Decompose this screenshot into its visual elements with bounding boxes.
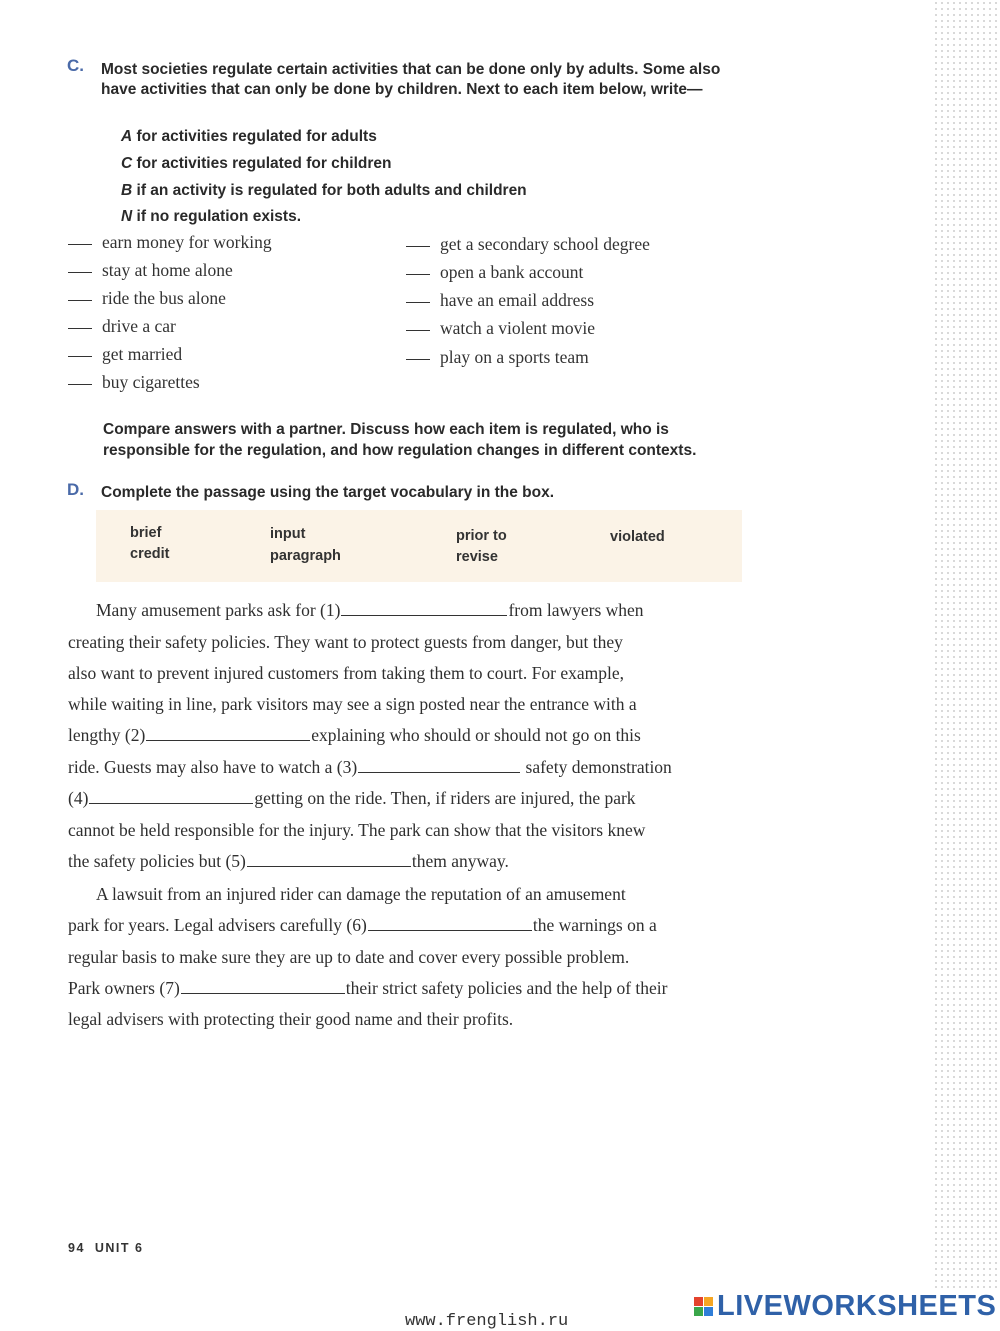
page-footer — [68, 1241, 143, 1255]
passage-line: legal advisers with protecting their good name and their profits. — [68, 1009, 514, 1029]
website-watermark: www.frenglish.ru — [405, 1312, 569, 1331]
list-item: drive a car — [68, 316, 176, 337]
answer-blank[interactable] — [68, 272, 92, 273]
passage-line: ride. Guests may also have to watch a (3) safety demonstration — [68, 757, 672, 777]
liveworksheets-logo — [694, 1290, 996, 1322]
passage-line: regular basis to make sure they are up to date and cover every possible problem. — [68, 947, 630, 967]
vocab-word: credit — [130, 546, 170, 562]
list-item: have an email address — [406, 290, 594, 311]
answer-blank-4[interactable] — [89, 788, 253, 804]
passage-line: the safety policies but (5) them anyway. — [68, 851, 509, 871]
passage-line: creating their safety policies. They want to protect guests from danger, but they — [68, 632, 623, 652]
passage-line: also want to prevent injured customers from taking them to court. For example, — [68, 663, 624, 683]
section-c-letter: C. — [67, 56, 84, 75]
code-a: A for activities regulated for adults — [121, 128, 377, 145]
code-c: C for activities regulated for children — [121, 155, 392, 172]
passage-line: A lawsuit from an injured rider can damage the reputation of an amusement — [96, 884, 626, 904]
answer-blank-6[interactable] — [368, 915, 532, 931]
answer-blank[interactable] — [68, 300, 92, 301]
brand-text: LIVEWORKSHEETS — [717, 1289, 997, 1322]
answer-blank[interactable] — [68, 384, 92, 385]
passage-line: park for years. Legal advisers carefully (6) the warnings on a — [68, 915, 657, 935]
vocab-word: violated — [610, 529, 665, 545]
vocab-word: brief — [130, 525, 162, 541]
list-item: earn money for working — [68, 232, 272, 253]
answer-blank[interactable] — [406, 274, 430, 275]
answer-blank[interactable] — [406, 246, 430, 247]
passage-line: Park owners (7) their strict safety policies and the help of their — [68, 978, 668, 998]
answer-blank-2[interactable] — [146, 725, 310, 741]
list-item: watch a violent movie — [406, 318, 595, 339]
section-c-instruction: Most societies regulate certain activities that can be done only by adults. Some also have activities that can only be done by children. Next to each item below, write— — [101, 61, 721, 98]
answer-blank[interactable] — [406, 330, 430, 331]
vocab-word: revise — [456, 549, 498, 565]
vocab-word: paragraph — [270, 548, 341, 564]
vocabulary-box — [96, 510, 742, 582]
code-b: B if an activity is regulated for both adults and children — [121, 182, 527, 199]
page-number: 94 — [68, 1241, 85, 1255]
list-item: play on a sports team — [406, 347, 589, 368]
list-item: open a bank account — [406, 262, 583, 283]
answer-blank-5[interactable] — [247, 851, 411, 867]
passage-line: Many amusement parks ask for (1) from lawyers when — [96, 600, 644, 620]
list-item: stay at home alone — [68, 260, 233, 281]
answer-blank[interactable] — [406, 359, 430, 360]
answer-blank-7[interactable] — [181, 978, 345, 994]
list-item: ride the bus alone — [68, 288, 226, 309]
passage-line: lengthy (2) explaining who should or should not go on this — [68, 725, 641, 745]
list-item: get married — [68, 344, 182, 365]
answer-blank[interactable] — [406, 302, 430, 303]
vocab-word: input — [270, 526, 306, 542]
compare-instruction: Compare answers with a partner. Discuss how each item is regulated, who is responsible for the regulation, and how regulation changes in different contexts. — [103, 421, 697, 459]
passage-line: (4) getting on the ride. Then, if riders are injured, the park — [68, 788, 636, 808]
dotted-margin — [933, 0, 1000, 1290]
answer-blank-3[interactable] — [358, 757, 520, 773]
passage-line: while waiting in line, park visitors may see a sign posted near the entrance with a — [68, 694, 637, 714]
list-item: buy cigarettes — [68, 372, 200, 393]
answer-blank[interactable] — [68, 244, 92, 245]
list-item: get a secondary school degree — [406, 234, 650, 255]
answer-blank-1[interactable] — [341, 600, 507, 616]
unit-label: UNIT 6 — [94, 1241, 144, 1255]
vocab-word: prior to — [456, 528, 507, 544]
section-d-letter: D. — [67, 480, 84, 499]
liveworksheets-icon — [694, 1297, 713, 1316]
answer-blank[interactable] — [68, 328, 92, 329]
section-d-instruction: Complete the passage using the target vocabulary in the box. — [101, 484, 555, 501]
answer-blank[interactable] — [68, 356, 92, 357]
code-n: N if no regulation exists. — [121, 208, 302, 225]
passage-line: cannot be held responsible for the injury. The park can show that the visitors knew — [68, 820, 646, 840]
